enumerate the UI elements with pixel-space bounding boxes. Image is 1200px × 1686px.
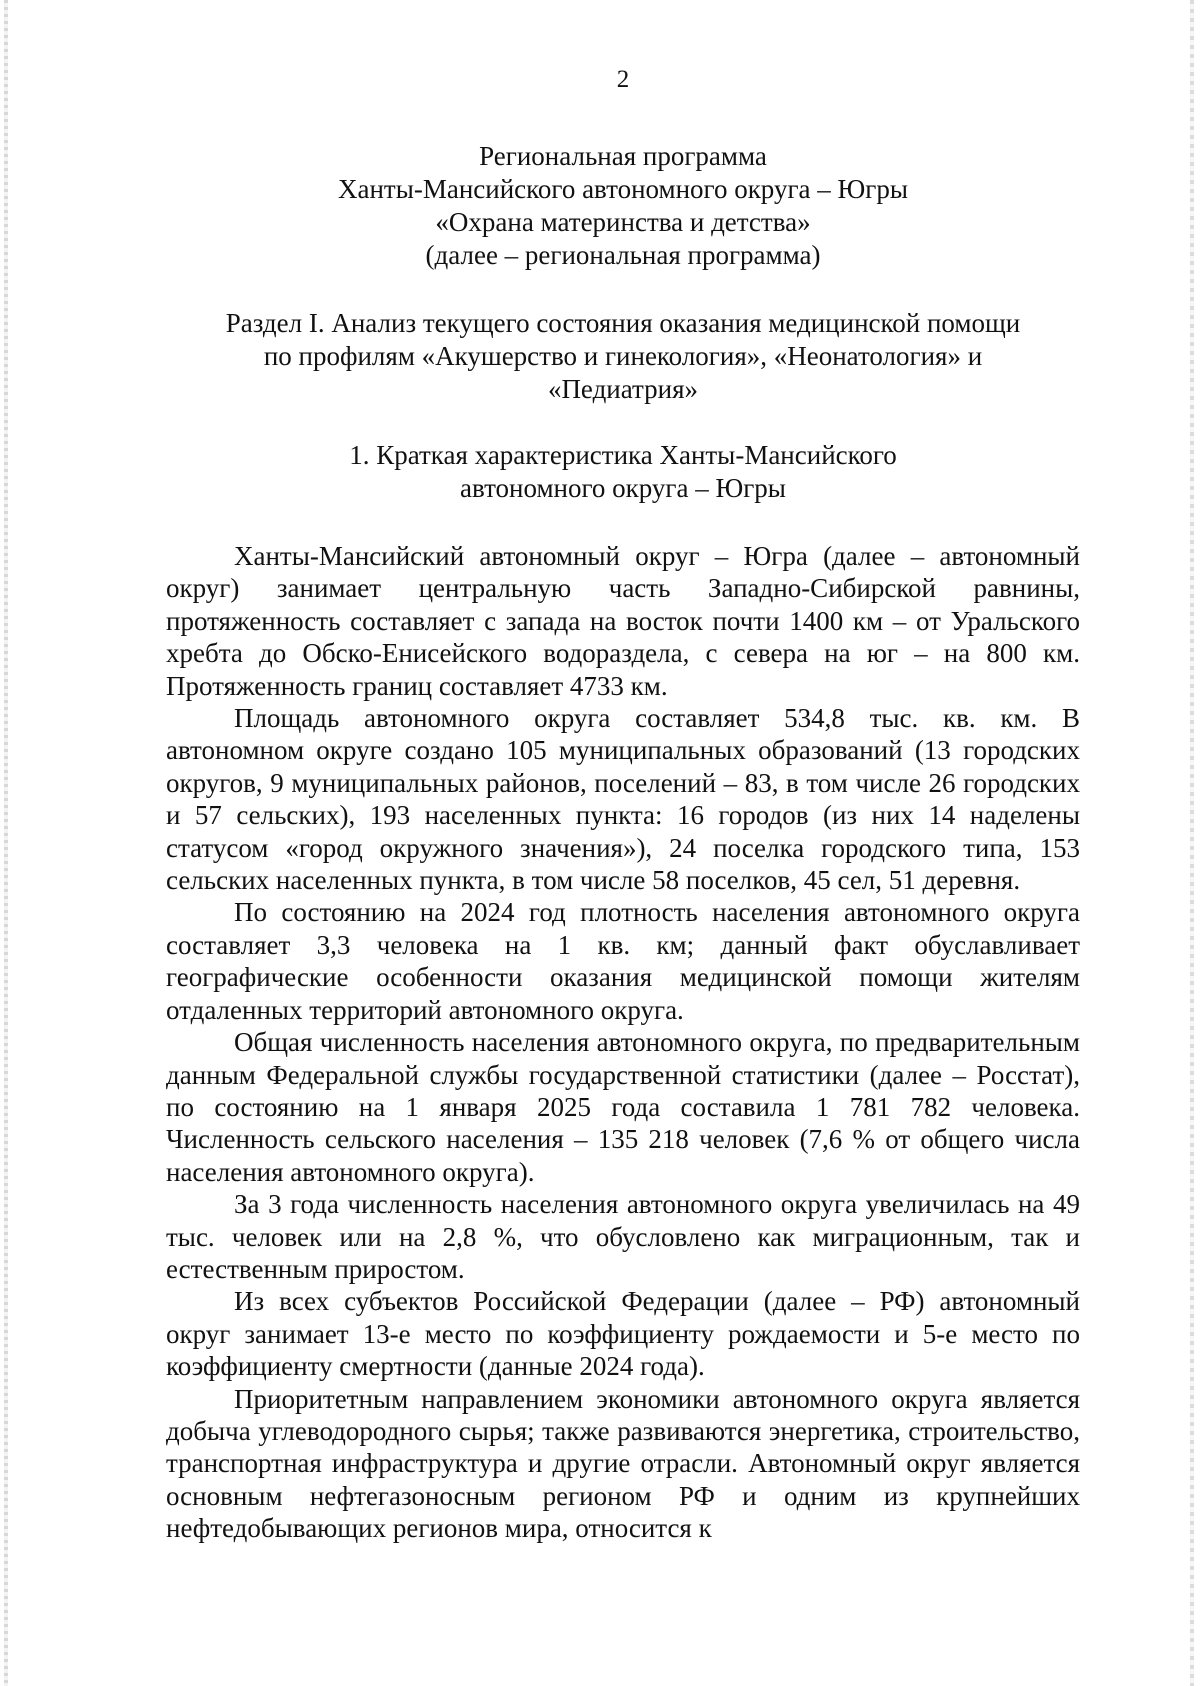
section-heading-line: по профилям «Акушерство и гинекология», «Неонатология» и (263, 341, 983, 371)
scan-edge-left (4, 0, 8, 1686)
program-title-line: Ханты-Мансийского автономного округа – Югры (338, 174, 908, 204)
paragraph: Площадь автономного округа составляет 534,8 тыс. кв. км. В автономном округе создано 105 муниципальных образований (13 городских округов, 9 муниципальных районов, поселений – 83, в том числе 26 городских и 57 сельских), 193 населенных пункта: 16 городов (из них 14 наделены статусом «город окружного значения»), 24 поселка городского типа, 153 сельских населенных пункта, в том числе 58 поселков, 45 сел, 51 деревня. (166, 703, 1080, 896)
scan-edge-right (1190, 0, 1194, 1686)
body-text (166, 540, 1080, 1545)
subsection-heading-line: 1. Краткая характеристика Ханты-Мансийского (349, 440, 897, 470)
program-title-line: Региональная программа (479, 141, 767, 171)
section-heading (166, 307, 1080, 406)
paragraph: За 3 года численность населения автономного округа увеличилась на 49 тыс. человек или на 2,8 %, что обусловлено как миграционным, так и естественным приростом. (166, 1189, 1080, 1284)
paragraph: Из всех субъектов Российской Федерации (далее – РФ) автономный округ занимает 13-е место по коэффициенту рождаемости и 5-е место по коэффициенту смертности (данные 2024 года). (166, 1286, 1080, 1382)
paragraph: Ханты-Мансийский автономный округ – Югра (далее – автономный округ) занимает центральную часть Западно-Сибирской равнины, протяженность составляет с запада на восток почти 1400 км – от Уральского хребта до Обско-Енисейского водораздела, с севера на юг – на 800 км. Протяженность границ составляет 4733 км. (166, 541, 1080, 701)
program-title-line: (далее – региональная программа) (425, 240, 821, 270)
page-number: 2 (616, 66, 630, 93)
section-heading-line: Раздел I. Анализ текущего состояния оказания медицинской помощи (225, 308, 1021, 338)
subsection-heading (166, 439, 1080, 505)
program-title (166, 140, 1080, 272)
paragraph: Приоритетным направлением экономики автономного округа является добыча углеводородного сырья; также развиваются энергетика, строительство, транспортная инфраструктура и другие отрасли. Автономный округ является основным нефтегазоносным регионом РФ и одним из крупнейших нефтедобывающих регионов мира, относится к (166, 1383, 1080, 1544)
section-heading-line: «Педиатрия» (547, 374, 699, 404)
subsection-heading-line: автономного округа – Югры (460, 473, 786, 503)
paragraph: По состоянию на 2024 год плотность населения автономного округа составляет 3,3 человека на 1 кв. км; данный факт обуславливает географические особенности оказания медицинской помощи жителям отдаленных территорий автономного округа. (166, 897, 1080, 1025)
paragraph: Общая численность населения автономного округа, по предварительным данным Федеральной службы государственной статистики (далее – Росстат), по состоянию на 1 января 2025 года составила 1 781 782 человека. Численность сельского населения – 135 218 человек (7,6 % от общего числа населения автономного округа). (166, 1027, 1080, 1187)
program-title-line: «Охрана материнства и детства» (435, 207, 811, 237)
